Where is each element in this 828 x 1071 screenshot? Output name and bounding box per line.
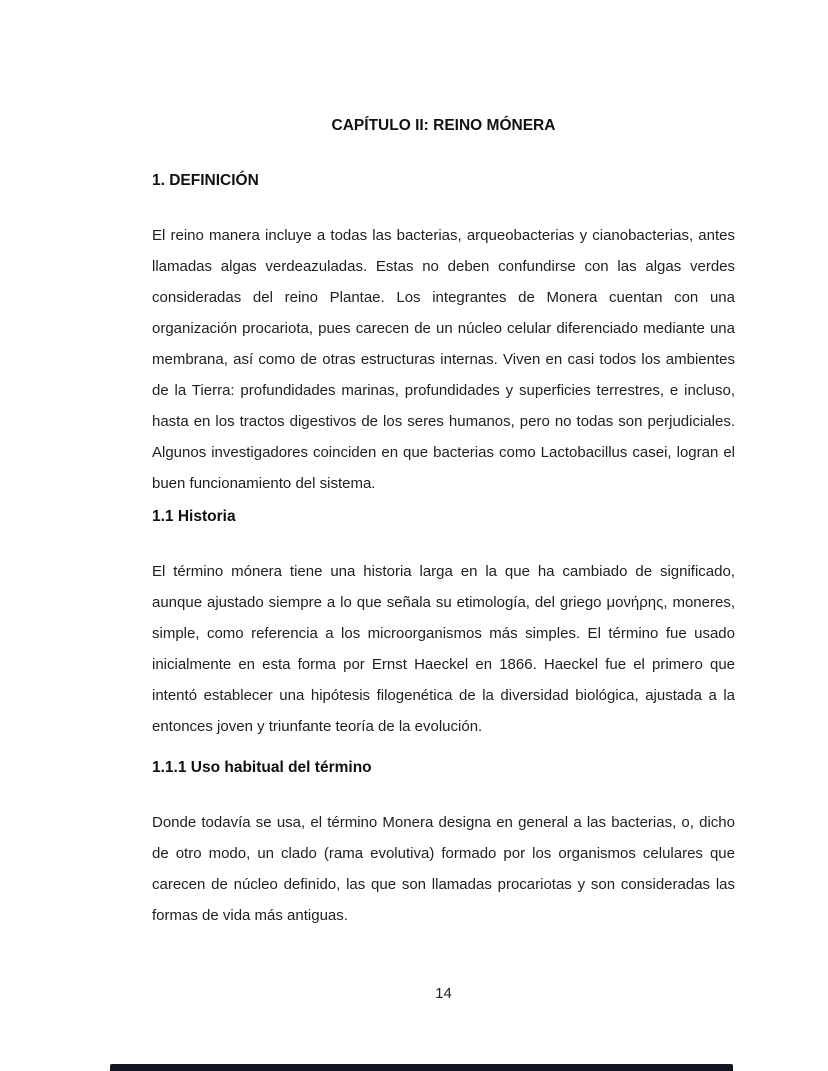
section-paragraph-historia: El término mónera tiene una historia larga en la que ha cambiado de significado, aunque ajustado siempre a lo que señala su etimología, del griego μονήρης, moneres, simple, como referencia a los microorganismos más simples. El término fue usado inicialmente en esta forma por Ernst Haeckel en 1866. Haeckel fue el primero que intentó establecer una hipótesis filogenética de la diversidad biológica, ajustada a la entonces joven y triunfante teoría de la evolución. [152, 563, 735, 735]
section-heading-uso-habitual: 1.1.1 Uso habitual del término [152, 759, 372, 776]
section-heading-historia: 1.1 Historia [152, 508, 236, 525]
section-heading-definicion: 1. DEFINICIÓN [152, 172, 259, 189]
bottom-page-edge-bar [110, 1064, 733, 1071]
chapter-title: CAPÍTULO II: REINO MÓNERA [331, 117, 556, 134]
page-number: 14 [435, 985, 452, 1002]
section-paragraph-uso-habitual: Donde todavía se usa, el término Monera designa en general a las bacterias, o, dicho de otro modo, un clado (rama evolutiva) formado por los organismos celulares que carecen de núcleo definido, las que son llamadas procariotas y son consideradas las formas de vida más antiguas. [152, 814, 735, 924]
section-paragraph-definicion: El reino manera incluye a todas las bacterias, arqueobacterias y cianobacterias, antes llamadas algas verdeazuladas. Estas no deben confundirse con las algas verdes consideradas del reino Plantae. Los integrantes de Monera cuentan con una organización procariota, pues carecen de un núcleo celular diferenciado mediante una membrana, así como de otras estructuras internas. Viven en casi todos los ambientes de la Tierra: profundidades marinas, profundidades y superficies terrestres, e incluso, hasta en los tractos digestivos de los seres humanos, pero no todas son perjudiciales. Algunos investigadores coinciden en que bacterias como Lactobacillus casei, logran el buen funcionamiento del sistema. [152, 227, 735, 492]
